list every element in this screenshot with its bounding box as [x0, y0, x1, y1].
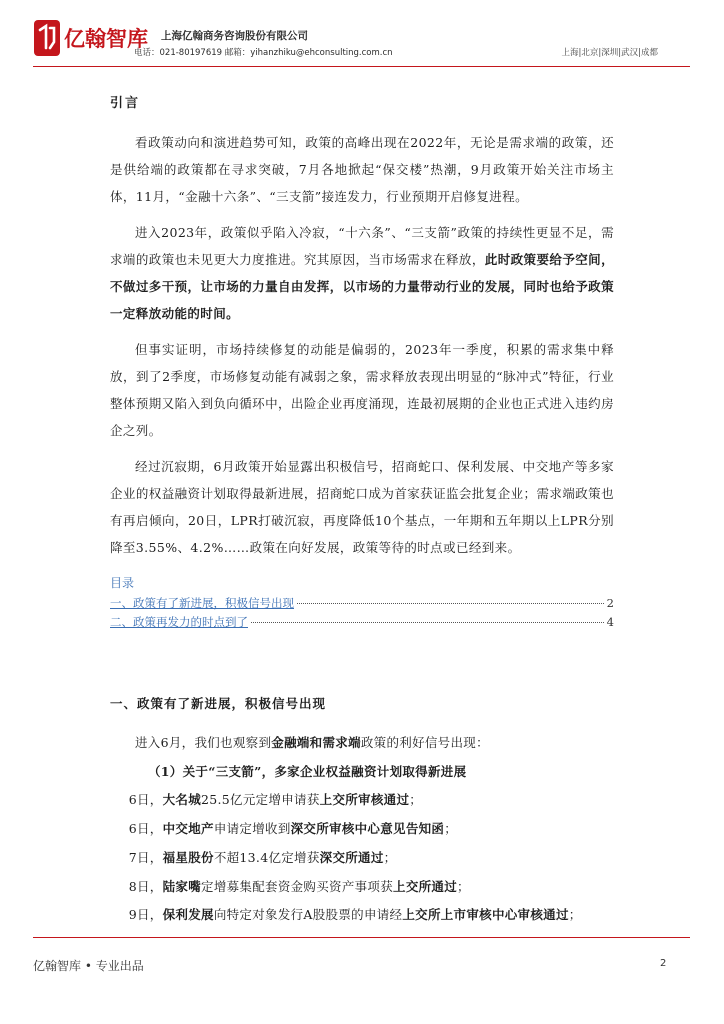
item-end: ； [383, 849, 397, 865]
lead-text-c: 政策的利好信号出现： [360, 735, 489, 750]
list-item [110, 815, 614, 844]
item-detail: 向特定对象发行A股股票的申请经 [213, 907, 403, 923]
logo-text: 亿翰智库 [64, 27, 148, 51]
item-company: 陆家嘴 [162, 878, 202, 894]
item-company: 福星股份 [162, 849, 214, 865]
item-end: ； [568, 907, 582, 923]
item-date: 8日， [128, 878, 163, 894]
toc-page-number: 2 [606, 596, 614, 610]
toc-entry[interactable] [110, 595, 614, 614]
list-item [110, 844, 614, 873]
intro-paragraph-3: 但事实证明，市场持续修复的动能是偏弱的，2023年一季度，积累的需求集中释放，到了2季度，市场修复动能有减弱之象，需求释放表现出明显的“脉冲式”特征，行业整体预期又陷入到负向循环中，出险企业再度涌现，连最初展期的企业也正式进入违约房企之列。 [110, 342, 614, 438]
item-result: 上交所上市审核中心审核通过 [402, 907, 569, 923]
logo-mark-icon [34, 18, 60, 58]
toc-leader [251, 622, 604, 623]
intro-paragraph-2 [110, 219, 614, 327]
toc-page-number: 4 [606, 615, 614, 629]
intro-paragraph-4: 经过沉寂期，6月政策开始显露出积极信号，招商蛇口、保利发展、中交地产等多家企业的权益融资计划取得最新进展，招商蛇口成为首家获证监会批复企业；需求端政策也有再启倾向，20日，LPR打破沉寂，再度降低10个基点，一年期和五年期以上LPR分别降至3.55%、4.2%……政策在向好发展，政策等待的时点或已经到来。 [110, 459, 614, 555]
item-detail: 定增募集配套资金购买资产事项获 [201, 878, 394, 894]
section-1-subheading [110, 758, 614, 787]
intro-paragraph-1: 看政策动向和演进趋势可知，政策的高峰出现在2022年，无论是需求端的政策，还是供给端的政策都在寻求突破，7月各地掀起“保交楼”热潮，9月政策开始关注市场主体，11月，“金融十六条”、“三支箭”接连发力，行业预期开启修复进程。 [110, 135, 614, 204]
item-result: 上交所审核通过 [319, 792, 410, 808]
item-date: 9日， [128, 907, 163, 923]
footer-divider [33, 937, 690, 938]
item-detail: 25.5亿元定增申请获 [201, 792, 320, 808]
intro-paragraph-2-text: 进入2023年，政策似乎陷入冷寂，“十六条”、“三支箭”政策的持续性更显不足，需求端的政策也未见更大力度推进。究其原因，当市场需求在释放， [110, 225, 614, 267]
item-end: ； [409, 792, 423, 808]
item-date: 6日， [128, 792, 163, 808]
intro-section [110, 92, 614, 570]
lead-text-a: 进入6月，我们也观察到 [135, 735, 272, 750]
toc-entry[interactable] [110, 614, 614, 633]
list-item [110, 873, 614, 902]
item-result: 深交所通过 [319, 849, 384, 865]
item-company: 中交地产 [162, 821, 214, 837]
intro-paragraph-2-emphasis: 此时政策要给予空间，不做过多干预，让市场的力量自由发挥，以市场的力量带动行业的发展，同时也给予政策一定释放动能的时间。 [110, 252, 614, 321]
contact-info: 电话：021-80197619 邮箱：yihanzhiku@ehconsulting.com.cn [134, 48, 393, 58]
item-result: 深交所审核中心意见告知函 [290, 821, 445, 837]
lead-emphasis: 金融端和需求端 [271, 735, 361, 750]
toc-entry-link[interactable]: 二、政策再发力的时点到了 [110, 615, 248, 629]
office-cities: 上海|北京|深圳|武汉|成都 [561, 48, 658, 58]
toc-entry-link[interactable]: 一、政策有了新进展，积极信号出现 [110, 596, 294, 610]
item-date: 7日， [128, 849, 163, 865]
header-divider [33, 66, 690, 67]
page-header [0, 0, 724, 70]
item-date: 6日， [128, 821, 163, 837]
item-result: 上交所通过 [393, 878, 458, 894]
section-1 [110, 694, 614, 930]
section-1-title: 一、政策有了新进展，积极信号出现 [110, 696, 327, 711]
toc-leader [297, 603, 604, 604]
table-of-contents [110, 574, 614, 633]
section-1-lead [110, 729, 614, 758]
item-detail: 申请定增收到 [213, 821, 291, 837]
item-end: ； [444, 821, 458, 837]
item-end: ； [457, 878, 470, 894]
page-number: 2 [660, 958, 667, 969]
item-company: 保利发展 [162, 907, 214, 923]
toc-title: 目录 [110, 576, 135, 590]
item-detail: 不超13.4亿定增获 [213, 849, 320, 865]
company-name: 上海亿翰商务咨询股份有限公司 [161, 30, 308, 42]
list-item [110, 786, 614, 815]
item-company: 大名城 [162, 792, 202, 808]
intro-heading: 引言 [110, 96, 141, 111]
list-item [110, 901, 614, 930]
subheading-text: （1）关于“三支箭”，多家企业权益融资计划取得新进展 [148, 763, 467, 779]
footer-brand: 亿翰智库 • 专业出品 [33, 959, 144, 973]
